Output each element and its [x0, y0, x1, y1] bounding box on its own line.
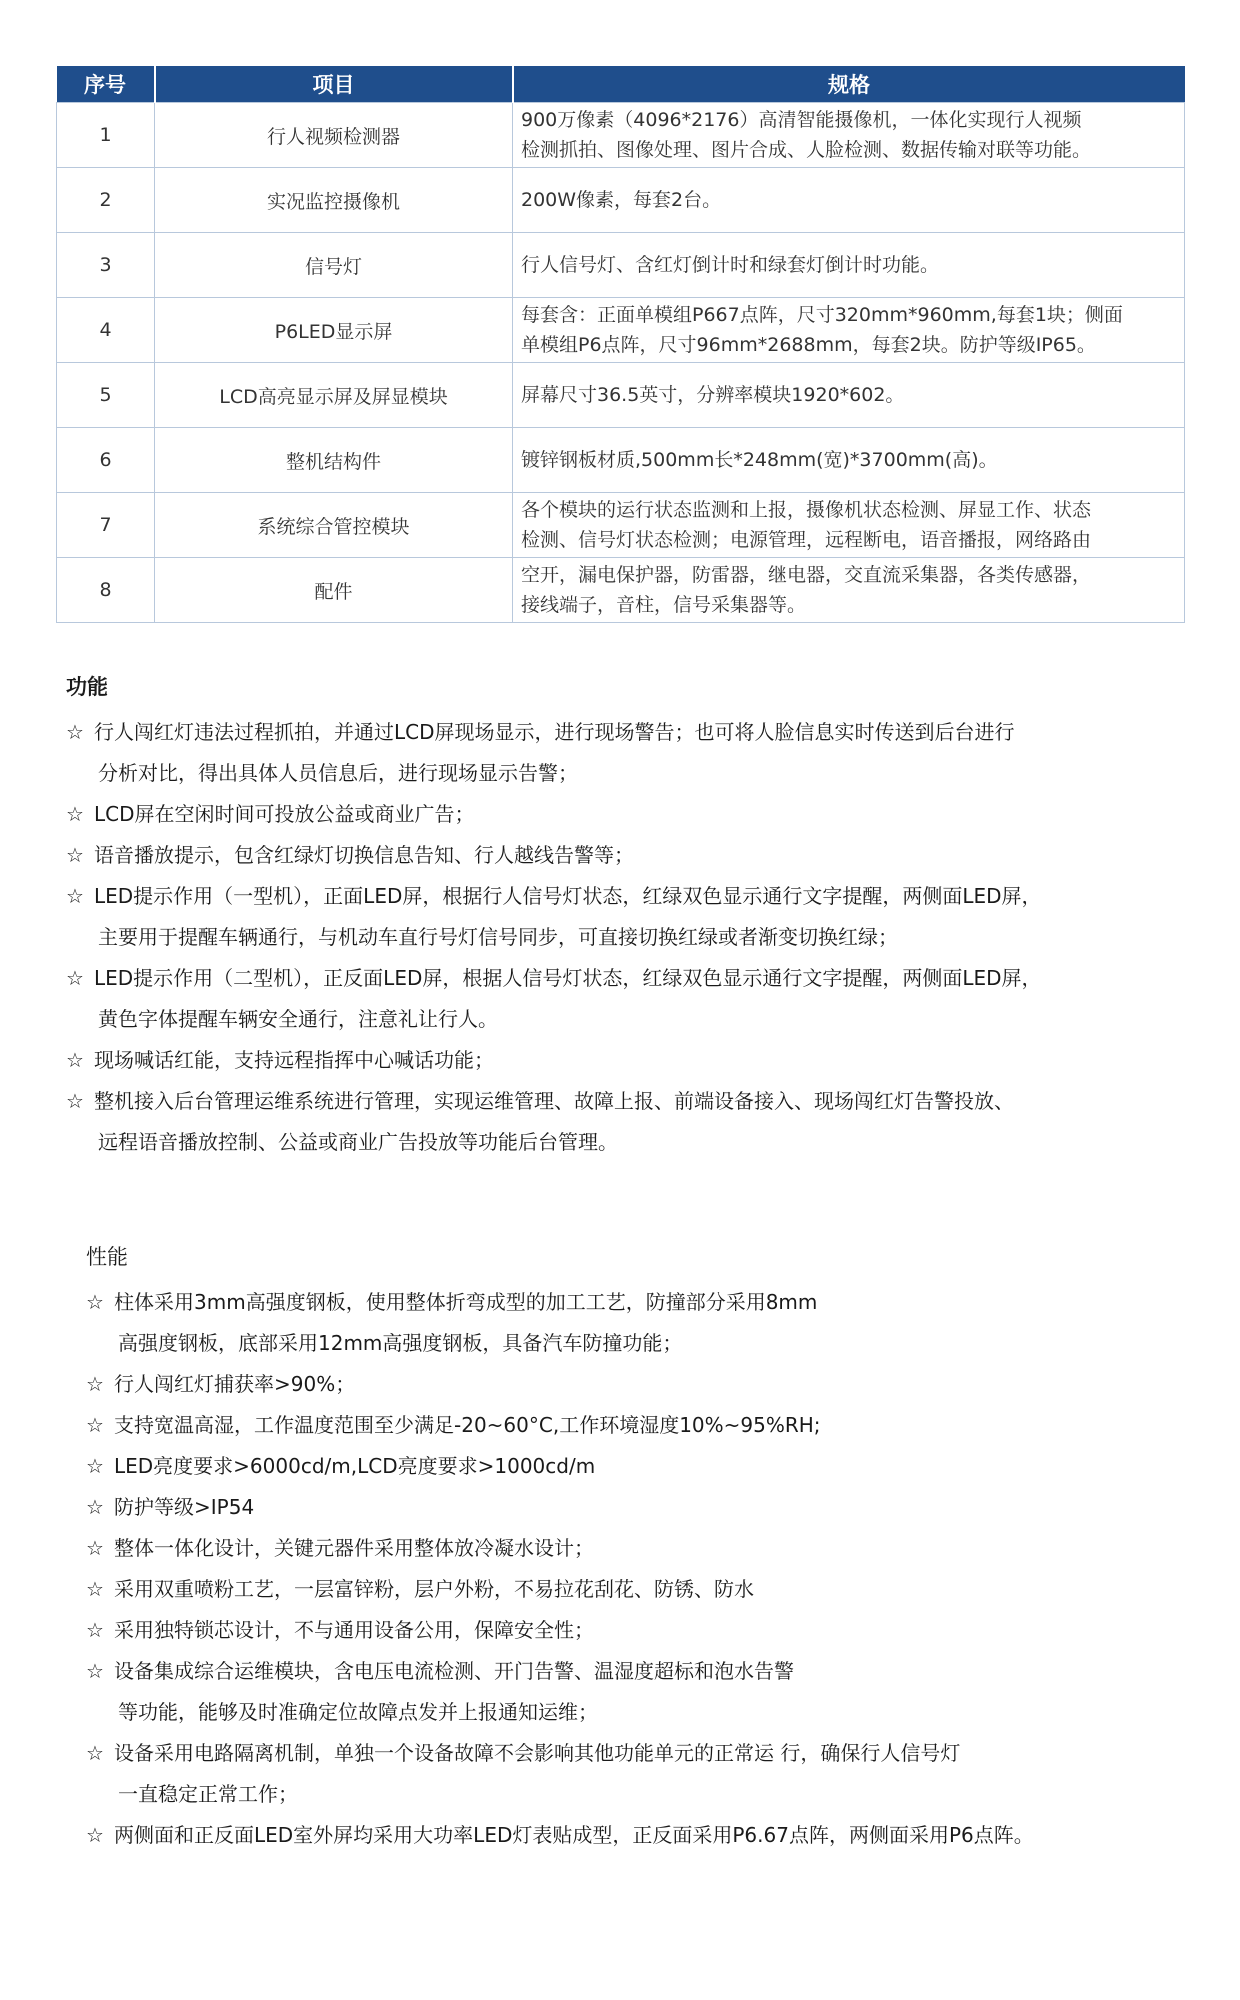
table-body [57, 103, 1185, 623]
bullet-item [86, 1282, 1216, 1364]
spec-line: 200W像素，每套2台。 [521, 189, 722, 211]
bullet-item [86, 1528, 1216, 1569]
bullet-item [86, 1405, 1216, 1446]
star-icon: ☆ [86, 1823, 104, 1847]
bullet-text: 远程语音播放控制、公益或商业广告投放等功能后台管理。 [98, 1130, 618, 1154]
header-spec: 规格 [513, 66, 1185, 103]
bullet-item [66, 1081, 1216, 1163]
header-item: 项目 [155, 66, 513, 103]
star-icon: ☆ [66, 884, 84, 908]
cell-spec [513, 493, 1185, 558]
spec-table [56, 66, 1185, 623]
spec-line: 行人信号灯、含红灯倒计时和绿套灯倒计时功能。 [521, 254, 940, 276]
bullet-text: 两侧面和正反面LED室外屏均采用大功率LED灯表贴成型，正反面采用P6.67点阵，两侧面采用P6点阵。 [114, 1823, 1034, 1847]
bullet-text: LCD屏在空闲时间可投放公益或商业广告； [94, 802, 475, 826]
star-icon: ☆ [66, 1089, 84, 1113]
cell-spec [513, 168, 1185, 233]
star-icon: ☆ [66, 802, 84, 826]
cell-spec [513, 428, 1185, 493]
table-row [57, 493, 1185, 558]
bullet-text: 设备集成综合运维模块，含电压电流检测、开门告警、温湿度超标和泡水告警 [114, 1659, 794, 1683]
bullet-item [66, 876, 1216, 958]
spec-line: 空开，漏电保护器，防雷器，继电器，交直流采集器，各类传感器， [521, 564, 1092, 586]
table-row [57, 233, 1185, 298]
bullet-item [66, 712, 1216, 794]
table-row [57, 363, 1185, 428]
cell-no: 1 [57, 103, 155, 168]
bullet-text: LED提示作用（一型机），正面LED屏，根据行人信号灯状态，红绿双色显示通行文字提醒，两侧面LED屏， [94, 884, 1042, 908]
cell-spec [513, 103, 1185, 168]
cell-item: 整机结构件 [155, 428, 513, 493]
star-icon: ☆ [66, 1048, 84, 1072]
bullet-text: 主要用于提醒车辆通行，与机动车直行号灯信号同步，可直接切换红绿或者渐变切换红绿； [98, 925, 898, 949]
bullet-item [86, 1610, 1216, 1651]
performance-list [86, 1282, 1216, 1856]
bullet-item [86, 1733, 1216, 1815]
cell-item: LCD高亮显示屏及屏显模块 [155, 363, 513, 428]
cell-item: 信号灯 [155, 233, 513, 298]
cell-item: 配件 [155, 558, 513, 623]
bullet-text: 等功能，能够及时准确定位故障点发并上报通知运维； [118, 1700, 598, 1724]
bullet-text: 采用双重喷粉工艺，一层富锌粉，层户外粉，不易拉花刮花、防锈、防水 [114, 1577, 754, 1601]
functions-section [66, 672, 1216, 1163]
cell-no: 6 [57, 428, 155, 493]
star-icon: ☆ [86, 1413, 104, 1437]
spec-line: 单模组P6点阵，尺寸96mm*2688mm，每套2块。防护等级IP65。 [521, 334, 1096, 356]
star-icon: ☆ [86, 1577, 104, 1601]
bullet-item [86, 1815, 1216, 1856]
bullet-text: 语音播放提示，包含红绿灯切换信息告知、行人越线告警等； [94, 843, 634, 867]
star-icon: ☆ [66, 843, 84, 867]
cell-no: 8 [57, 558, 155, 623]
cell-no: 5 [57, 363, 155, 428]
cell-item: 系统综合管控模块 [155, 493, 513, 558]
bullet-item [86, 1364, 1216, 1405]
star-icon: ☆ [86, 1618, 104, 1642]
bullet-item [66, 794, 1216, 835]
bullet-text: 防护等级>IP54 [114, 1495, 255, 1519]
spec-line: 屏幕尺寸36.5英寸，分辨率模块1920*602。 [521, 384, 905, 406]
cell-item: 实况监控摄像机 [155, 168, 513, 233]
bullet-text: 设备采用电路隔离机制，单独一个设备故障不会影响其他功能单元的正常运 行，确保行人信号灯 [114, 1741, 961, 1765]
cell-spec [513, 298, 1185, 363]
spec-line: 每套含：正面单模组P667点阵，尺寸320mm*960mm,每套1块；侧面 [521, 304, 1123, 326]
bullet-text: 整体一体化设计，关键元器件采用整体放冷凝水设计； [114, 1536, 594, 1560]
performance-section [86, 1242, 1216, 1856]
cell-item: P6LED显示屏 [155, 298, 513, 363]
bullet-text: 柱体采用3mm高强度钢板，使用整体折弯成型的加工工艺，防撞部分采用8mm [114, 1290, 818, 1314]
functions-heading: 功能 [66, 675, 108, 699]
table-row [57, 298, 1185, 363]
cell-spec [513, 558, 1185, 623]
spec-line: 检测、信号灯状态检测；电源管理，远程断电，语音播报，网络路由 [521, 529, 1092, 551]
bullet-item [86, 1446, 1216, 1487]
star-icon: ☆ [66, 966, 84, 990]
table-row [57, 168, 1185, 233]
bullet-text: 行人闯红灯违法过程抓拍，并通过LCD屏现场显示，进行现场警告；也可将人脸信息实时传送到后台进行 [94, 720, 1015, 744]
bullet-text: 高强度钢板，底部采用12mm高强度钢板，具备汽车防撞功能； [118, 1331, 683, 1355]
bullet-item [66, 835, 1216, 876]
bullet-text: 支持宽温高湿，工作温度范围至少满足-20~60°C,工作环境湿度10%~95%RH; [114, 1413, 821, 1437]
star-icon: ☆ [86, 1741, 104, 1765]
bullet-text: 黄色字体提醒车辆安全通行，注意礼让行人。 [98, 1007, 498, 1031]
header-no: 序号 [57, 66, 155, 103]
table-row [57, 558, 1185, 623]
bullet-item [86, 1487, 1216, 1528]
bullet-item [66, 958, 1216, 1040]
bullet-text: 采用独特锁芯设计，不与通用设备公用，保障安全性； [114, 1618, 594, 1642]
spec-line: 镀锌钢板材质,500mm长*248mm(宽)*3700mm(高)。 [521, 449, 998, 471]
star-icon: ☆ [86, 1372, 104, 1396]
spec-line: 各个模块的运行状态监测和上报，摄像机状态检测、屏显工作、状态 [521, 499, 1092, 521]
bullet-item [86, 1651, 1216, 1733]
spec-line: 检测抓拍、图像处理、图片合成、人脸检测、数据传输对联等功能。 [521, 139, 1092, 161]
bullet-text: 整机接入后台管理运维系统进行管理，实现运维管理、故障上报、前端设备接入、现场闯红灯告警投放、 [94, 1089, 1014, 1113]
cell-no: 3 [57, 233, 155, 298]
spec-line: 900万像素（4096*2176）高清智能摄像机，一体化实现行人视频 [521, 109, 1082, 131]
bullet-text: 行人闯红灯捕获率>90%； [114, 1372, 356, 1396]
star-icon: ☆ [86, 1536, 104, 1560]
star-icon: ☆ [86, 1495, 104, 1519]
cell-no: 4 [57, 298, 155, 363]
functions-list [66, 712, 1216, 1163]
table-row [57, 103, 1185, 168]
cell-item: 行人视频检测器 [155, 103, 513, 168]
star-icon: ☆ [86, 1290, 104, 1314]
bullet-text: LED提示作用（二型机），正反面LED屏，根据人信号灯状态，红绿双色显示通行文字提醒，两侧面LED屏， [94, 966, 1042, 990]
cell-no: 2 [57, 168, 155, 233]
bullet-item [86, 1569, 1216, 1610]
performance-heading: 性能 [86, 1245, 128, 1269]
cell-spec [513, 233, 1185, 298]
cell-no: 7 [57, 493, 155, 558]
spec-line: 接线端子，音柱，信号采集器等。 [521, 594, 807, 616]
star-icon: ☆ [86, 1659, 104, 1683]
bullet-text: LED亮度要求>6000cd/m,LCD亮度要求>1000cd/m [114, 1454, 596, 1478]
star-icon: ☆ [66, 720, 84, 744]
cell-spec [513, 363, 1185, 428]
bullet-text: 分析对比，得出具体人员信息后，进行现场显示告警； [98, 761, 578, 785]
bullet-text: 一直稳定正常工作； [118, 1782, 298, 1806]
bullet-item [66, 1040, 1216, 1081]
table-row [57, 428, 1185, 493]
bullet-text: 现场喊话红能，支持远程指挥中心喊话功能； [94, 1048, 494, 1072]
table-header-row [57, 66, 1185, 103]
star-icon: ☆ [86, 1454, 104, 1478]
